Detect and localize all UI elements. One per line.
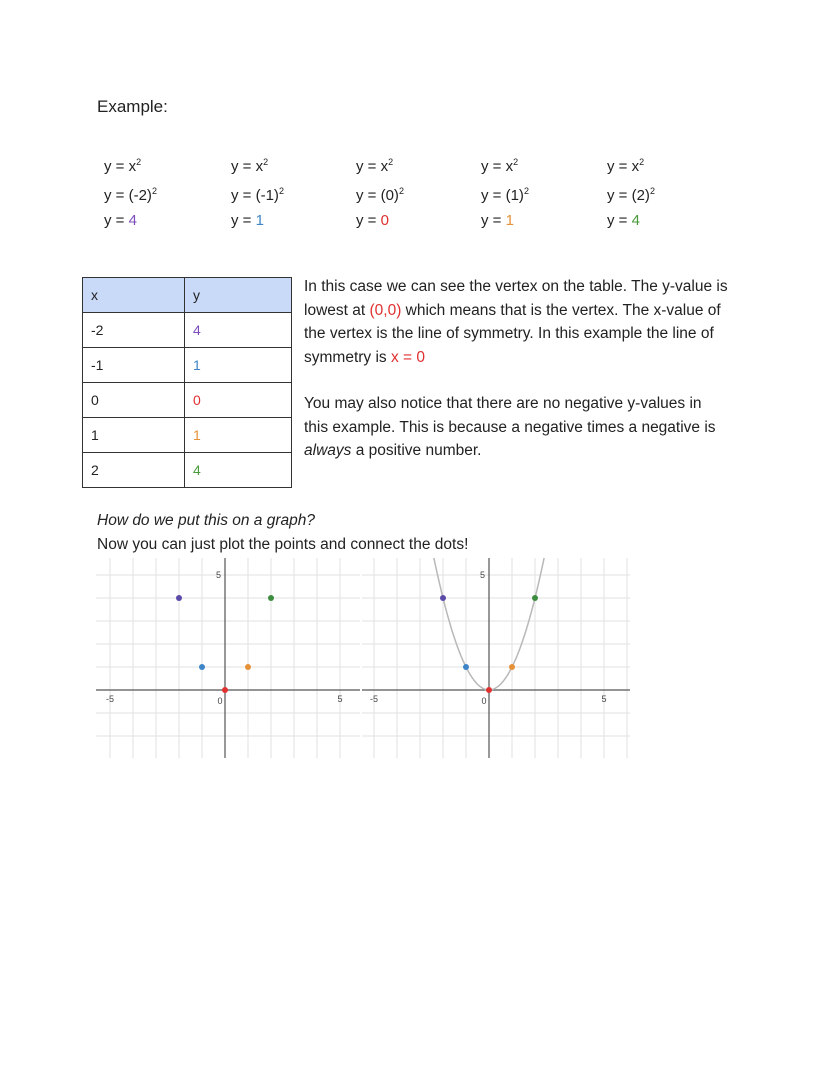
scatter-plot-points bbox=[96, 558, 360, 758]
tick-label-x-max: 5 bbox=[601, 694, 607, 704]
calc-result-prefix: y = bbox=[356, 212, 381, 229]
data-point bbox=[486, 687, 492, 693]
calc-line2: y = (-1) bbox=[231, 187, 279, 204]
table-header-y: y bbox=[185, 278, 292, 313]
symmetry-highlight: x = 0 bbox=[390, 348, 426, 366]
vertex-highlight: (0,0) bbox=[369, 301, 402, 319]
tick-label-x-max: 5 bbox=[337, 694, 343, 704]
tick-label-y-max: 5 bbox=[215, 570, 221, 580]
exponent: 2 bbox=[639, 157, 645, 167]
table-cell-x: 2 bbox=[83, 453, 185, 488]
exponent: 2 bbox=[278, 186, 284, 196]
calc-line1: y = x bbox=[104, 158, 137, 175]
calc-line2: y = (2) bbox=[607, 187, 650, 204]
table-row bbox=[83, 453, 292, 488]
calc-line2: y = (-2) bbox=[104, 187, 152, 204]
example-label: Example: bbox=[97, 97, 168, 116]
graph-intro bbox=[97, 509, 468, 556]
data-point bbox=[463, 664, 469, 670]
calc-column-0 bbox=[356, 150, 404, 233]
calc-column-neg2 bbox=[104, 150, 157, 233]
table-row bbox=[83, 313, 292, 348]
explanation-paragraph-2 bbox=[304, 392, 719, 463]
calc-line1: y = x bbox=[607, 158, 640, 175]
data-point bbox=[268, 595, 274, 601]
calc-result-value: 4 bbox=[631, 212, 640, 229]
calc-result-prefix: y = bbox=[231, 212, 256, 229]
table-cell-y: 1 bbox=[185, 348, 292, 383]
data-point bbox=[176, 595, 182, 601]
data-point bbox=[509, 664, 515, 670]
explanation-text: which means that is the vertex. The x-value of the vertex is the line of symmetry. In this example the line of symmetry is bbox=[304, 301, 721, 366]
table-cell-x: 1 bbox=[83, 418, 185, 453]
explanation-text: a positive number. bbox=[351, 442, 482, 459]
graph-instruction: Now you can just plot the points and connect the dots! bbox=[97, 535, 469, 553]
tick-label-x-min: -5 bbox=[369, 694, 379, 704]
exponent: 2 bbox=[136, 157, 142, 167]
exponent: 2 bbox=[513, 157, 519, 167]
exponent: 2 bbox=[151, 186, 157, 196]
data-point bbox=[199, 664, 205, 670]
calc-result-prefix: y = bbox=[607, 212, 632, 229]
calc-line2: y = (1) bbox=[481, 187, 524, 204]
calc-column-neg1 bbox=[231, 150, 284, 233]
exponent: 2 bbox=[388, 157, 394, 167]
exponent: 2 bbox=[523, 186, 529, 196]
table-cell-y: 0 bbox=[185, 383, 292, 418]
table-row bbox=[83, 383, 292, 418]
graph-question: How do we put this on a graph? bbox=[97, 512, 315, 529]
table-header-x: x bbox=[83, 278, 185, 313]
calc-result-value: 4 bbox=[128, 212, 137, 229]
tick-label-origin: 0 bbox=[217, 696, 223, 706]
data-point bbox=[532, 595, 538, 601]
table-cell-x: -2 bbox=[83, 313, 185, 348]
calc-line1: y = x bbox=[481, 158, 514, 175]
exponent: 2 bbox=[398, 186, 404, 196]
calc-result-value: 1 bbox=[255, 212, 264, 229]
calc-result-prefix: y = bbox=[481, 212, 506, 229]
emphasis-always: always bbox=[304, 442, 352, 459]
table-cell-x: 0 bbox=[83, 383, 185, 418]
tick-label-origin: 0 bbox=[481, 696, 487, 706]
tick-label-y-max: 5 bbox=[479, 570, 485, 580]
calc-line2: y = (0) bbox=[356, 187, 399, 204]
exponent: 2 bbox=[263, 157, 269, 167]
parabola-graph bbox=[362, 558, 630, 758]
calc-result-value: 1 bbox=[505, 212, 514, 229]
calc-column-1 bbox=[481, 150, 529, 233]
explanation-paragraph-1 bbox=[304, 275, 744, 369]
table-cell-y: 4 bbox=[185, 313, 292, 348]
xy-table bbox=[82, 277, 292, 488]
explanation-text: In this case we can see the vertex on the table. The y-value is lowest at bbox=[304, 278, 728, 319]
calc-column-2 bbox=[607, 150, 655, 233]
table-row bbox=[83, 418, 292, 453]
table-cell-x: -1 bbox=[83, 348, 185, 383]
table-row bbox=[83, 348, 292, 383]
table-cell-y: 4 bbox=[185, 453, 292, 488]
calc-result-value: 0 bbox=[380, 212, 389, 229]
tick-label-x-min: -5 bbox=[105, 694, 115, 704]
explanation-text: You may also notice that there are no negative y-values in this example. This is because a negative times a negative is bbox=[304, 395, 716, 436]
data-point bbox=[440, 595, 446, 601]
calc-line1: y = x bbox=[356, 158, 389, 175]
data-point bbox=[245, 664, 251, 670]
exponent: 2 bbox=[649, 186, 655, 196]
table-header-row bbox=[83, 278, 292, 313]
data-point bbox=[222, 687, 228, 693]
table-cell-y: 1 bbox=[185, 418, 292, 453]
calc-line1: y = x bbox=[231, 158, 264, 175]
calc-result-prefix: y = bbox=[104, 212, 129, 229]
